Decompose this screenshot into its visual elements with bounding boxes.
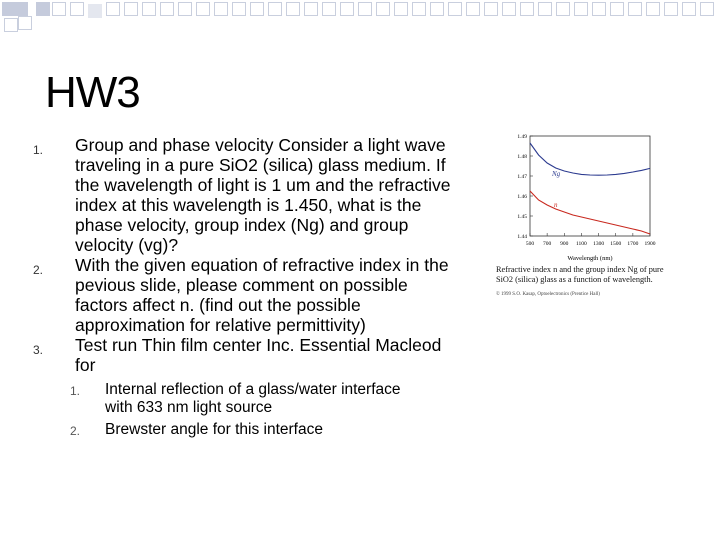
y-axis-ticks xyxy=(517,134,533,240)
banner-square xyxy=(700,2,714,16)
list-item xyxy=(0,135,470,255)
y-tick-label: 1.46 xyxy=(517,194,527,200)
series-line-ng xyxy=(530,143,650,175)
banner-square xyxy=(412,2,426,16)
banner-square xyxy=(304,2,318,16)
x-axis-label: Wavelength (nm) xyxy=(567,255,613,262)
banner-square xyxy=(484,2,498,16)
banner-square xyxy=(268,2,282,16)
y-tick-label: 1.44 xyxy=(517,234,527,240)
banner-square xyxy=(160,2,174,16)
subitem-text: Internal reflection of a glass/water interface with 633 nm light source xyxy=(105,381,401,416)
sub-list-item xyxy=(0,381,470,417)
banner-square xyxy=(556,2,570,16)
slide-title: HW3 xyxy=(45,68,140,117)
banner-square xyxy=(646,2,660,16)
plot-frame xyxy=(530,136,650,236)
x-tick-label: 1300 xyxy=(593,241,605,247)
banner-square xyxy=(340,2,354,16)
y-tick-label: 1.48 xyxy=(517,154,527,160)
banner-square xyxy=(214,2,228,16)
banner-square xyxy=(4,18,18,32)
x-axis-ticks xyxy=(526,233,656,247)
y-tick-label: 1.45 xyxy=(517,214,527,220)
banner-square xyxy=(466,2,480,16)
y-tick-label: 1.47 xyxy=(517,174,527,180)
y-tick-label: 1.49 xyxy=(517,134,527,140)
banner-square xyxy=(376,2,390,16)
item-number: 2. xyxy=(33,263,44,277)
subitem-number: 1. xyxy=(70,384,81,398)
banner-square xyxy=(574,2,588,16)
banner-square xyxy=(520,2,534,16)
banner-square xyxy=(142,2,156,16)
banner-square xyxy=(610,2,624,16)
banner-square xyxy=(178,2,192,16)
item-number: 1. xyxy=(33,143,44,157)
subitem-text: Brewster angle for this interface xyxy=(105,421,323,438)
banner-square xyxy=(682,2,696,16)
figure-caption: Refractive index n and the group index Ng of pure SiO2 (silica) glass as a function of wavelength. xyxy=(496,265,664,284)
list-item xyxy=(0,335,470,439)
banner-square xyxy=(250,2,264,16)
banner-square xyxy=(322,2,336,16)
banner-square xyxy=(502,2,516,16)
series-layer xyxy=(530,143,650,234)
x-tick-label: 900 xyxy=(560,241,569,247)
banner-square xyxy=(538,2,552,16)
banner-square xyxy=(394,2,408,16)
banner-square xyxy=(358,2,372,16)
banner-square xyxy=(196,2,210,16)
item-text: Test run Thin film center Inc. Essential Macleod for xyxy=(75,335,442,375)
sub-list-item xyxy=(0,421,470,439)
series-label-n: n xyxy=(554,201,558,209)
item-text: With the given equation of refractive index in the pevious slide, please comment on possible factors affect n. (find out the possible approximation for relative permittivity) xyxy=(75,255,449,335)
banner-square xyxy=(232,2,246,16)
x-tick-label: 1700 xyxy=(627,241,639,247)
list-item xyxy=(0,255,470,335)
banner-square xyxy=(106,2,120,16)
banner-square xyxy=(430,2,444,16)
banner-square xyxy=(628,2,642,16)
banner-square xyxy=(2,2,28,16)
x-tick-label: 700 xyxy=(543,241,552,247)
banner-square xyxy=(286,2,300,16)
banner-square xyxy=(18,16,32,30)
banner-square xyxy=(70,2,84,16)
banner-square xyxy=(448,2,462,16)
series-label-ng: Ng xyxy=(552,170,561,178)
banner-square xyxy=(664,2,678,16)
question-list xyxy=(0,135,470,439)
item-number: 3. xyxy=(33,343,44,357)
subitem-number: 2. xyxy=(70,424,81,438)
x-tick-label: 1500 xyxy=(610,241,622,247)
x-tick-label: 500 xyxy=(525,241,535,247)
x-tick-label: 1100 xyxy=(576,241,587,247)
banner-square xyxy=(52,2,66,16)
series-line-n xyxy=(530,191,650,234)
banner-square xyxy=(592,2,606,16)
decorative-square-banner xyxy=(0,0,720,40)
banner-square xyxy=(36,2,50,16)
banner-square xyxy=(124,2,138,16)
item-text: Group and phase velocity Consider a light wave traveling in a pure SiO2 (silica) glass medium. If the wavelength of light is 1 um and the refractive index at this wavelength is 1.450, what is the phase velocity, group index (Ng) and group velocity (vg)? xyxy=(75,135,451,255)
x-tick-label: 1900 xyxy=(644,241,656,247)
banner-square xyxy=(88,4,102,18)
figure-copyright: © 1999 S.O. Kasap, Optoelectronics (Prentice Hall) xyxy=(496,292,600,297)
